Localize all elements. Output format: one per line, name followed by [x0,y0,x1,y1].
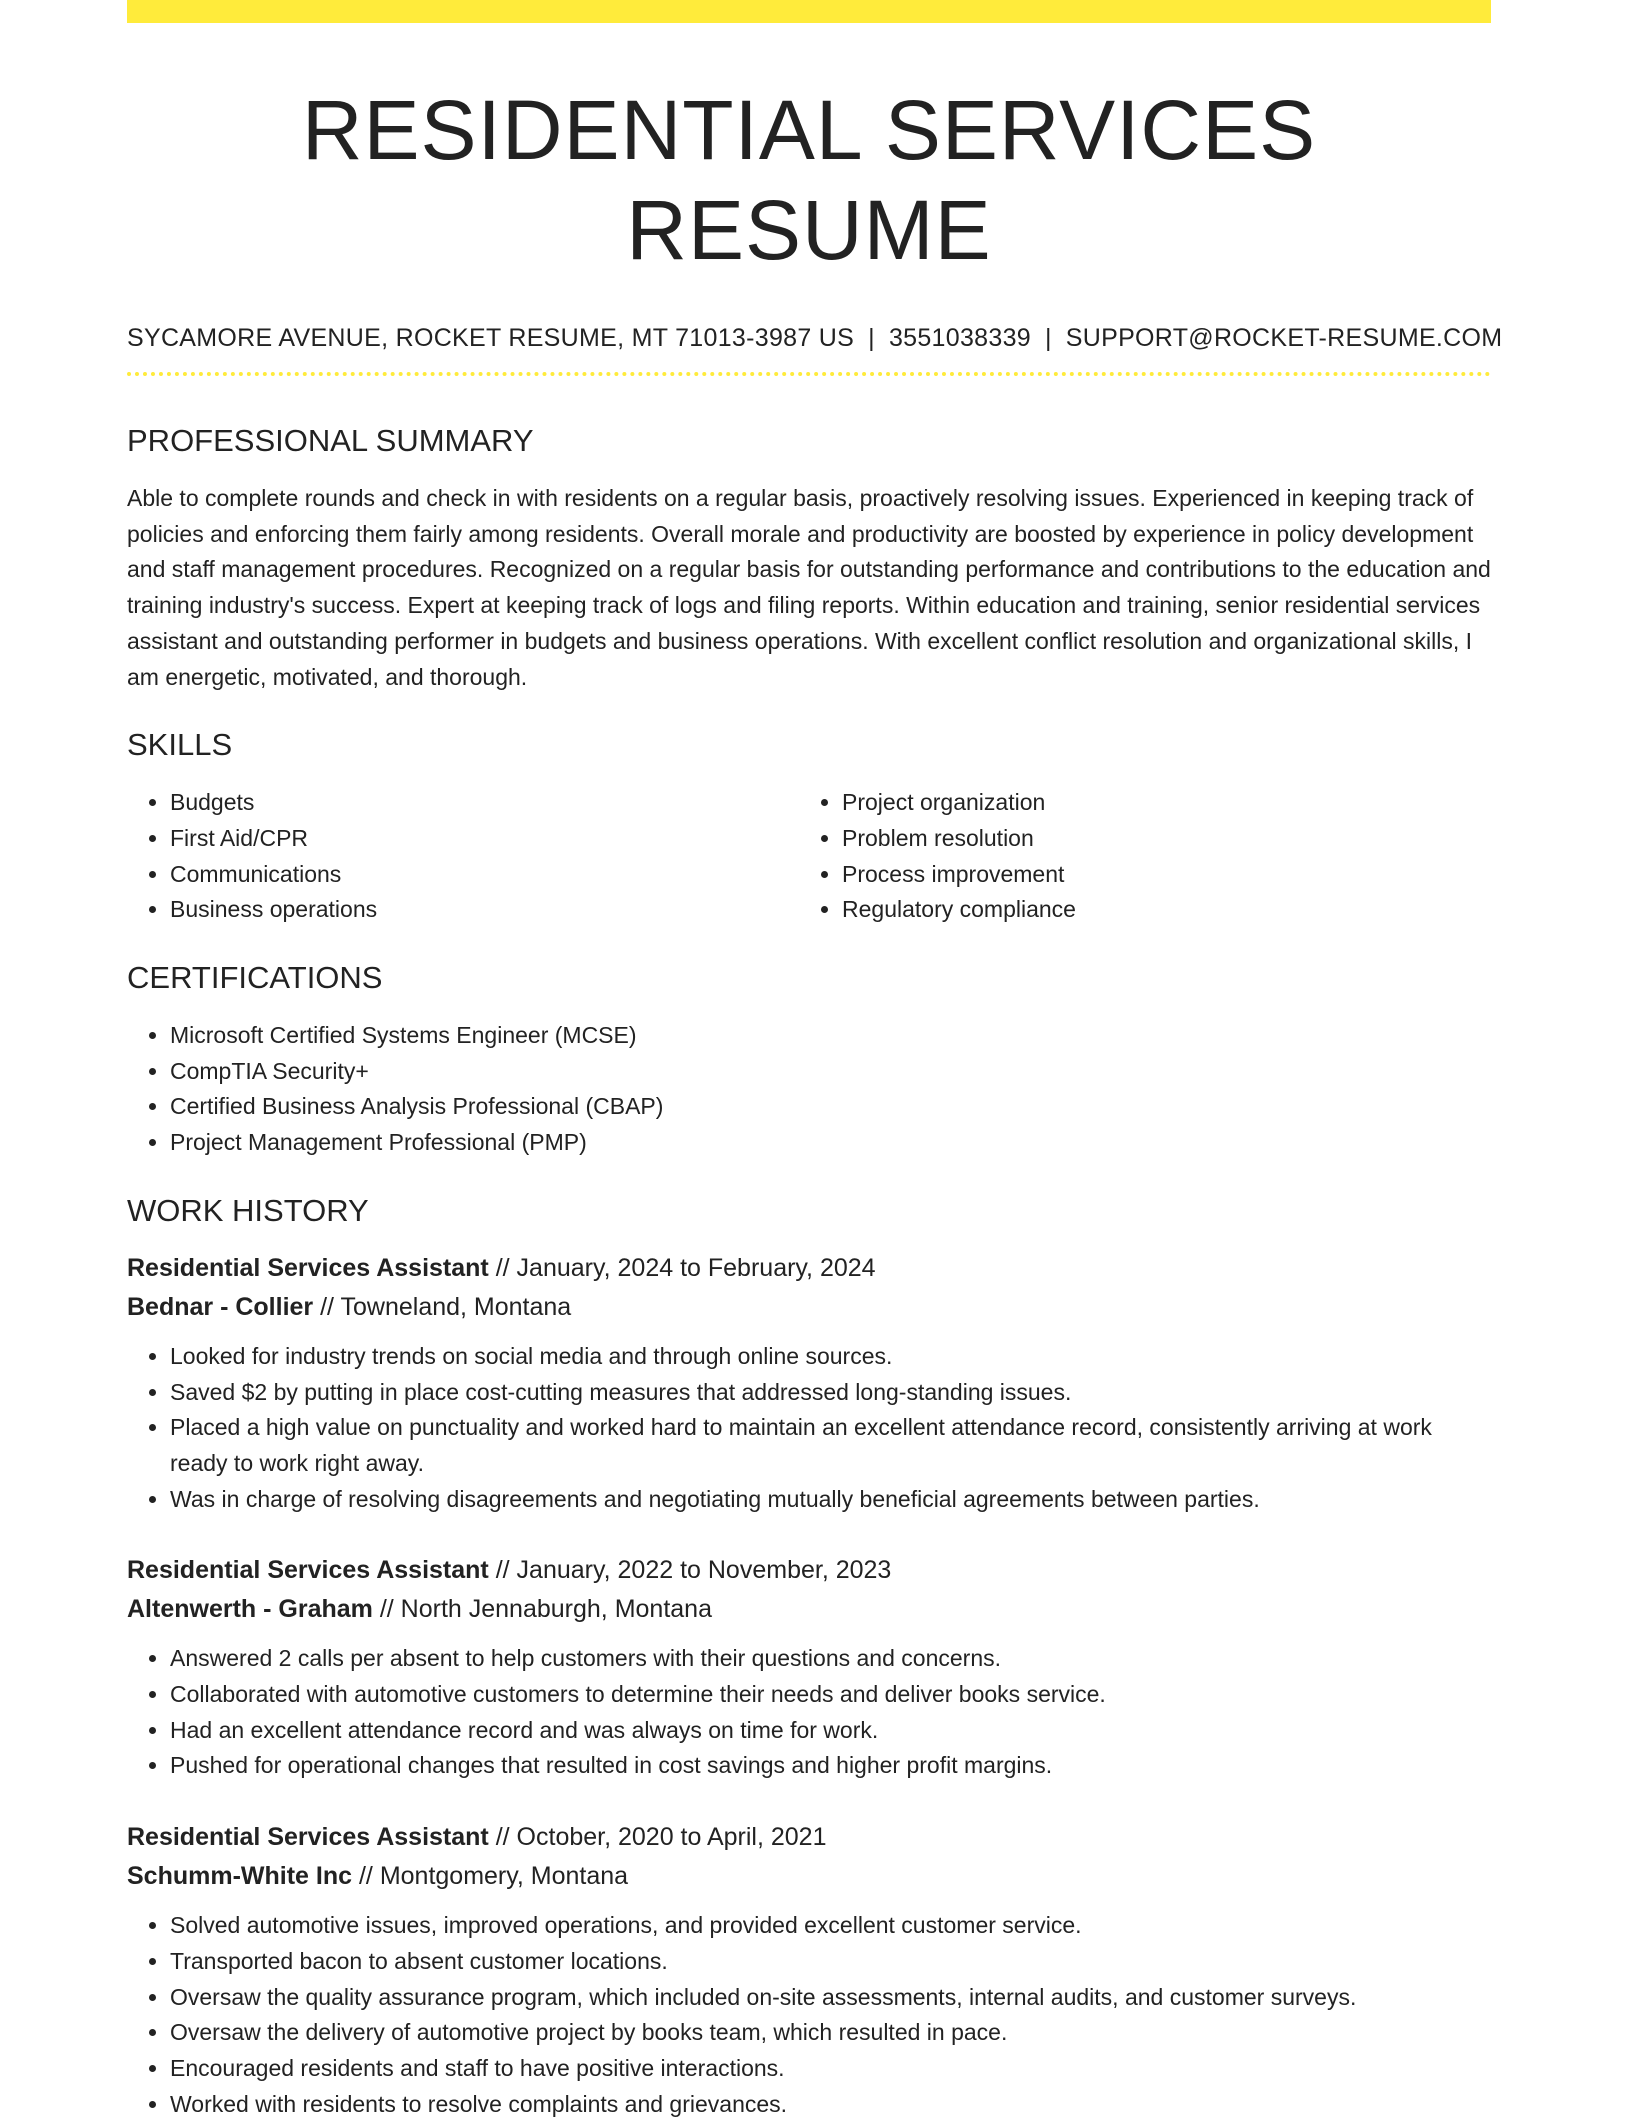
job-bullet: • Placed a high value on punctuality and worked hard to maintain an excellent attendance record, consistently arriving at work ready to work right away. [170,1410,1491,1481]
dotted-divider [127,372,1491,376]
job-bullet: • Pushed for operational changes that resulted in cost savings and higher profit margins. [170,1748,1491,1784]
job-bullet: • Had an excellent attendance record and was always on time for work. [170,1713,1491,1749]
skills-list-left [127,785,799,928]
job-company-line [127,1288,1491,1327]
certifications-list [127,1018,1491,1161]
contact-phone: 3551038339 [888,324,1031,352]
skills-column-right [799,785,1471,928]
skills-list-right [799,785,1471,928]
skill-item: • First Aid/CPR [170,821,799,857]
job-role: Residential Services Assistant [127,1556,489,1585]
job-company: Altenwerth - Graham [127,1595,373,1624]
summary-heading: PROFESSIONAL SUMMARY [127,423,534,458]
job-title-line [127,1551,1491,1590]
skill-item: • Communications [170,857,799,893]
skill-item: • Budgets [170,785,799,821]
certification-item: • Certified Business Analysis Professional (CBAP) [170,1089,1491,1125]
certification-item: • CompTIA Security+ [170,1054,1491,1090]
job-company: Schumm-White Inc [127,1862,353,1891]
contact-separator: | [868,324,875,352]
contact-line [127,322,1503,354]
certifications-heading: CERTIFICATIONS [127,960,383,996]
job-separator: // [372,1595,401,1624]
job-entry [127,1818,1491,2122]
job-bullet: • Collaborated with automotive customers to determine their needs and deliver books service. [170,1677,1491,1713]
job-bullet: • Looked for industry trends on social media and through online sources. [170,1339,1491,1375]
job-company-line [127,1857,1491,1896]
job-separator: // [352,1862,380,1891]
job-separator: // [488,1556,517,1585]
job-bullet: • Was in charge of resolving disagreements and negotiating mutually beneficial agreements between parties. [170,1482,1491,1518]
job-bullet: • Saved $2 by putting in place cost-cutting measures that addressed long-standing issues. [170,1375,1491,1411]
resume-content [127,0,1503,2122]
certification-item: • Microsoft Certified Systems Engineer (MCSE) [170,1018,1491,1054]
skill-item: • Regulatory compliance [842,892,1471,928]
contact-email: SUPPORT@ROCKET-RESUME.COM [1065,324,1503,352]
job-role: Residential Services Assistant [127,1253,489,1282]
skill-item: • Process improvement [842,857,1471,893]
summary-text: Able to complete rounds and check in with residents on a regular basis, proactively resolving issues. Experienced in keeping track of policies and enforcing them fairly among residents. Overall morale and productivity are boosted by experience in policy development and staff management procedures. Recognized on a regular basis for outstanding performance and contributions to the education and training industry's success. Expert at keeping track of logs and filing reports. Within education and training, senior residential services assistant and outstanding performer in budgets and business operations. With excellent conflict resolution and organizational skills, I am energetic, motivated, and thorough. [127,485,1491,690]
job-title-line [127,1249,1491,1288]
skills-grid [127,785,1491,928]
job-location: Montgomery, Montana [379,1862,629,1891]
job-bullet: • Worked with residents to resolve complaints and grievances. [170,2087,1491,2122]
job-bullet: • Oversaw the quality assurance program, which included on-site assessments, internal audits, and customer surveys. [170,1980,1491,2016]
job-separator: // [488,1823,517,1852]
job-title-line [127,1818,1491,1857]
job-company: Bednar - Collier [127,1292,314,1321]
job-separator: // [313,1292,341,1321]
skills-column-left [127,785,799,928]
job-company-line [127,1590,1491,1629]
page-title: RESIDENTIAL SERVICES RESUME [301,83,1317,277]
skill-item: • Business operations [170,892,799,928]
contact-separator: | [1044,324,1052,352]
job-separator: // [488,1253,517,1282]
job-dates: January, 2022 to November, 2023 [516,1556,892,1585]
job-bullets [127,1339,1491,1518]
skill-item: • Problem resolution [842,821,1471,857]
job-entry [127,1249,1491,1518]
skills-heading: SKILLS [127,727,233,763]
job-bullets [127,1641,1491,1784]
job-location: North Jennaburgh, Montana [400,1595,712,1624]
job-location: Towneland, Montana [340,1292,572,1321]
job-dates: January, 2024 to February, 2024 [516,1253,876,1282]
skill-item: • Project organization [842,785,1471,821]
job-bullet: • Oversaw the delivery of automotive project by books team, which resulted in pace. [170,2015,1491,2051]
job-bullet: • Answered 2 calls per absent to help customers with their questions and concerns. [170,1641,1491,1677]
certification-item: • Project Management Professional (PMP) [170,1125,1491,1161]
work-history-heading: WORK HISTORY [127,1192,369,1228]
contact-address: SYCAMORE AVENUE, ROCKET RESUME, MT 71013-3987 US [127,324,855,352]
job-role: Residential Services Assistant [127,1823,489,1852]
job-bullet: • Solved automotive issues, improved operations, and provided excellent customer service. [170,1908,1491,1944]
job-entry [127,1551,1491,1784]
job-bullet: • Transported bacon to absent customer locations. [170,1944,1491,1980]
job-bullets [127,1908,1491,2122]
job-bullet: • Encouraged residents and staff to have positive interactions. [170,2051,1491,2087]
job-dates: October, 2020 to April, 2021 [516,1823,827,1852]
